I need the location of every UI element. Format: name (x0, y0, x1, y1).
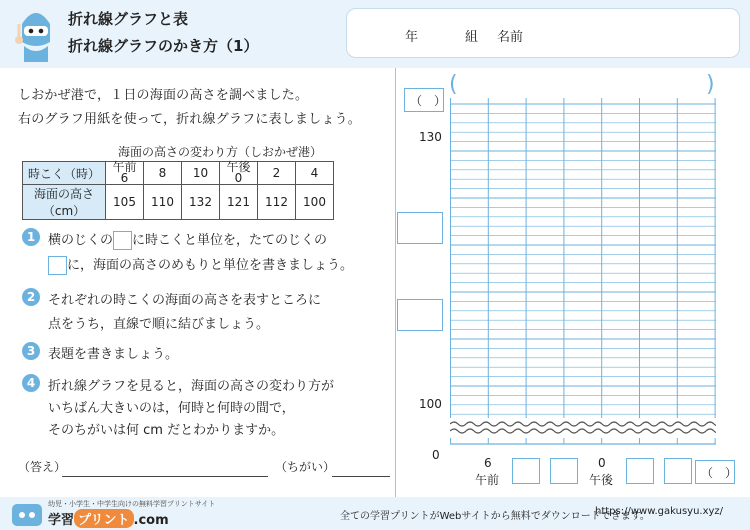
time-cell (106, 162, 144, 185)
x-tick-6: 6 (484, 456, 492, 470)
question-number-4: 4 (22, 374, 40, 392)
x-unit-paren: （ ） (701, 466, 738, 480)
table-row-time (23, 162, 334, 185)
header (0, 0, 750, 68)
difference-label: （ちがい） (275, 460, 336, 474)
height-header: 海面の高さ（cm） (23, 185, 106, 220)
x-unit-box[interactable] (695, 460, 738, 484)
height-cell: 105 (106, 185, 144, 220)
x-label-box[interactable] (626, 458, 654, 484)
name-box (346, 8, 740, 58)
answer-label: （答え） (18, 460, 67, 474)
name-label: 名前 (497, 30, 524, 45)
x-tick-pm: 午後 (589, 473, 614, 487)
time-cell (258, 162, 296, 185)
footer (0, 497, 750, 530)
question-number-3: 3 (22, 342, 40, 360)
x-tick-0: 0 (598, 456, 606, 470)
ninja-mascot-icon (14, 4, 58, 62)
answer-box[interactable] (113, 231, 132, 250)
question-2-line-2: 点をうち，直線で順に結びましょう。 (48, 317, 270, 332)
y-unit-box[interactable] (404, 88, 447, 112)
intro-line-2: 右のグラフ用紙を使って，折れ線グラフに表しましょう。 (18, 112, 361, 127)
y-tick-100: 100 (419, 397, 442, 411)
question-number-1: 1 (22, 228, 40, 246)
height-cell: 132 (182, 185, 220, 220)
x-tick-am: 午前 (475, 473, 500, 487)
question-3-line-1: 表題を書きましょう。 (48, 347, 179, 362)
time-cell (296, 162, 334, 185)
time-cell (182, 162, 220, 185)
y-label-box[interactable] (397, 212, 443, 244)
table-row-height (23, 185, 334, 220)
height-cell: 121 (220, 185, 258, 220)
y-tick-0: 0 (432, 448, 440, 462)
time-ampm: 午後 (226, 160, 251, 174)
question-1-line-2 (48, 254, 353, 275)
answer-line[interactable] (62, 476, 268, 477)
question-text: 横のじくの (48, 233, 114, 248)
time-value: 0 (234, 171, 243, 185)
logo-text: 学習 (48, 513, 75, 528)
grid-lines (450, 98, 716, 444)
title-paren-right: ) (706, 72, 715, 97)
time-value: 8 (158, 165, 167, 180)
logo-text: .com (133, 513, 169, 528)
logo-tagline: 幼児・小学生・中学生向けの無料学習プリントサイト (48, 500, 216, 508)
data-table (22, 161, 334, 220)
time-value: 2 (272, 165, 281, 180)
height-cell: 110 (144, 185, 182, 220)
intro-line-1: しおかぜ港で，１日の海面の高さを調べました。 (18, 88, 309, 103)
site-logo-icon (10, 500, 44, 528)
time-ampm: 午前 (112, 160, 137, 174)
height-cell: 112 (258, 185, 296, 220)
site-logo (48, 509, 169, 528)
logo-text: プリント (74, 509, 133, 528)
question-4-line-3: そのちがいは何 cm だとわかりますか。 (48, 423, 285, 438)
footer-url: https://www.gakusyu.xyz/ (595, 506, 724, 517)
question-number-2: 2 (22, 288, 40, 306)
year-label: 年 (405, 30, 419, 45)
time-value: 6 (120, 171, 129, 185)
time-value: 10 (192, 165, 209, 180)
footer-notice: 全ての学習プリントがWebサイトから無料でダウンロードできます。 (340, 511, 650, 522)
question-4-line-1: 折れ線グラフを見ると，海面の高さの変わり方が (48, 379, 335, 394)
question-4-line-2: いちばん大きいのは，何時と何時の間で， (48, 401, 295, 416)
difference-line[interactable] (332, 476, 390, 477)
table-caption: 海面の高さの変わり方（しおかぜ港） (118, 145, 323, 159)
x-label-box[interactable] (664, 458, 692, 484)
y-unit-paren: （ ） (410, 94, 447, 108)
question-text: に，海面の高さのめもりと単位を書きましょう。 (67, 258, 354, 273)
axis-break-band (450, 418, 716, 438)
time-header: 時こく（時） (23, 162, 106, 185)
question-2-line-1: それぞれの時こくの海面の高さを表すところに (48, 293, 322, 308)
height-cell: 100 (296, 185, 334, 220)
worksheet-title: 折れ線グラフと表 (68, 10, 189, 28)
question-text: に時こくと単位を，たてのじくの (132, 233, 328, 248)
title-paren-left: ( (449, 72, 458, 97)
column-divider (395, 68, 396, 497)
worksheet-subtitle: 折れ線グラフのかき方（1） (68, 37, 259, 55)
graph-grid (450, 98, 716, 456)
time-cell (220, 162, 258, 185)
time-value: 4 (310, 165, 319, 180)
x-label-box[interactable] (512, 458, 540, 484)
x-label-box[interactable] (550, 458, 578, 484)
y-tick-130: 130 (419, 130, 442, 144)
y-label-box[interactable] (397, 299, 443, 331)
time-cell (144, 162, 182, 185)
class-label: 組 (465, 30, 479, 45)
answer-box[interactable] (48, 256, 67, 275)
question-1-line-1 (48, 229, 327, 250)
